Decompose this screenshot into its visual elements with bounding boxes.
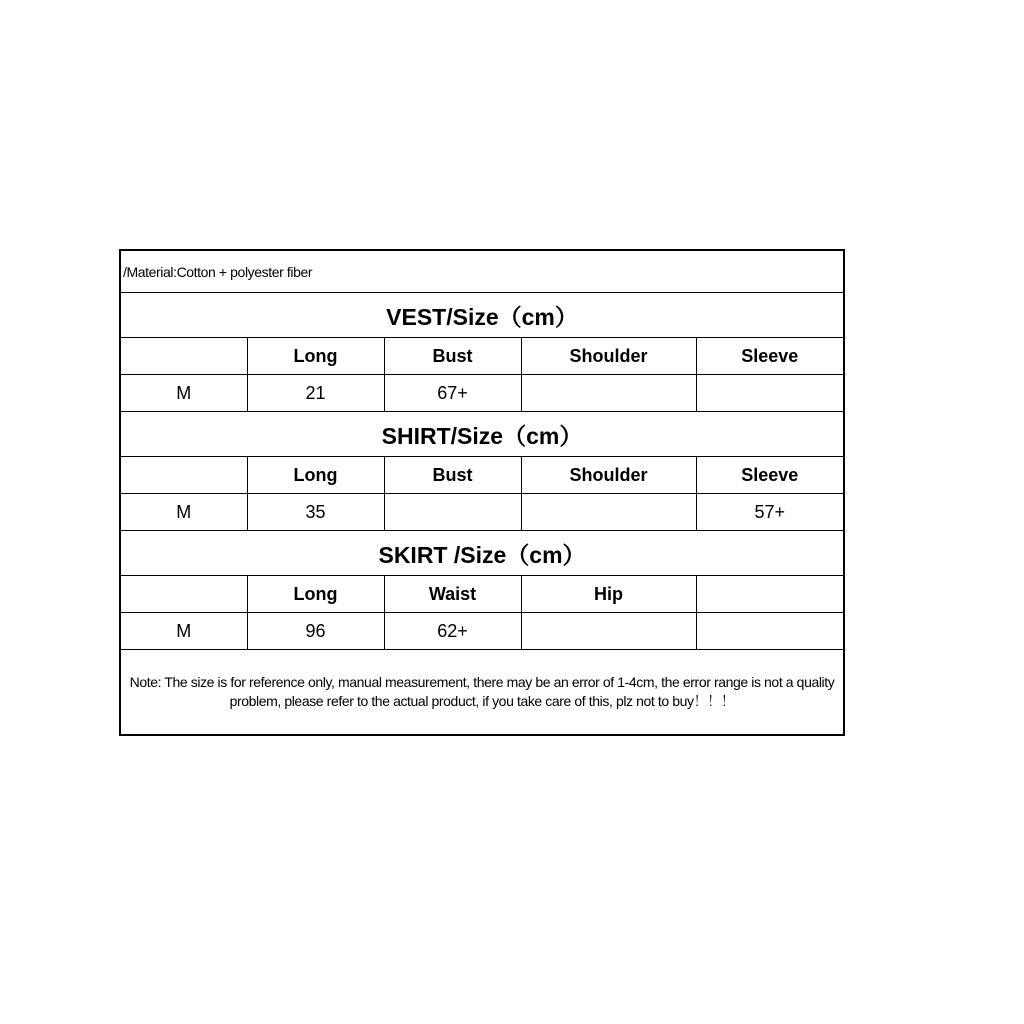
vest-header-sleeve: Sleeve [696,338,843,375]
table-row [121,613,843,650]
skirt-header-hip: Hip [521,576,696,613]
table-row [121,375,843,412]
shirt-header-shoulder: Shoulder [521,457,696,494]
shirt-long-cell: 35 [247,494,384,531]
skirt-section-title: SKIRT /Size（cm） [121,531,843,576]
skirt-hip-cell [521,613,696,650]
size-table [121,251,843,734]
material-row [121,251,843,293]
shirt-shoulder-cell [521,494,696,531]
shirt-header-size [121,457,247,494]
skirt-size-cell: M [121,613,247,650]
shirt-header-sleeve: Sleeve [696,457,843,494]
shirt-header-long: Long [247,457,384,494]
vest-long-cell: 21 [247,375,384,412]
vest-header-bust: Bust [384,338,521,375]
shirt-sleeve-cell: 57+ [696,494,843,531]
skirt-header-size [121,576,247,613]
note-text: Note: The size is for reference only, manual measurement, there may be an error of 1-4cm, the error range is not a quality problem, please refer to the actual product, if you take care of this, plz not to buy！！！ [121,650,843,735]
shirt-header-bust: Bust [384,457,521,494]
vest-sleeve-cell [696,375,843,412]
material-text: /Material:Cotton + polyester fiber [121,251,843,293]
table-row [121,494,843,531]
vest-section-title: VEST/Size（cm） [121,293,843,338]
shirt-header-row [121,457,843,494]
vest-header-size [121,338,247,375]
shirt-section-row [121,412,843,457]
skirt-long-cell: 96 [247,613,384,650]
vest-section-row [121,293,843,338]
note-row [121,650,843,735]
skirt-extra-cell [696,613,843,650]
vest-bust-cell: 67+ [384,375,521,412]
vest-shoulder-cell [521,375,696,412]
skirt-header-empty [696,576,843,613]
shirt-bust-cell [384,494,521,531]
vest-header-row [121,338,843,375]
skirt-waist-cell: 62+ [384,613,521,650]
size-chart [119,249,845,736]
skirt-header-long: Long [247,576,384,613]
skirt-header-row [121,576,843,613]
shirt-section-title: SHIRT/Size（cm） [121,412,843,457]
skirt-section-row [121,531,843,576]
vest-header-shoulder: Shoulder [521,338,696,375]
skirt-header-waist: Waist [384,576,521,613]
vest-header-long: Long [247,338,384,375]
shirt-size-cell: M [121,494,247,531]
vest-size-cell: M [121,375,247,412]
